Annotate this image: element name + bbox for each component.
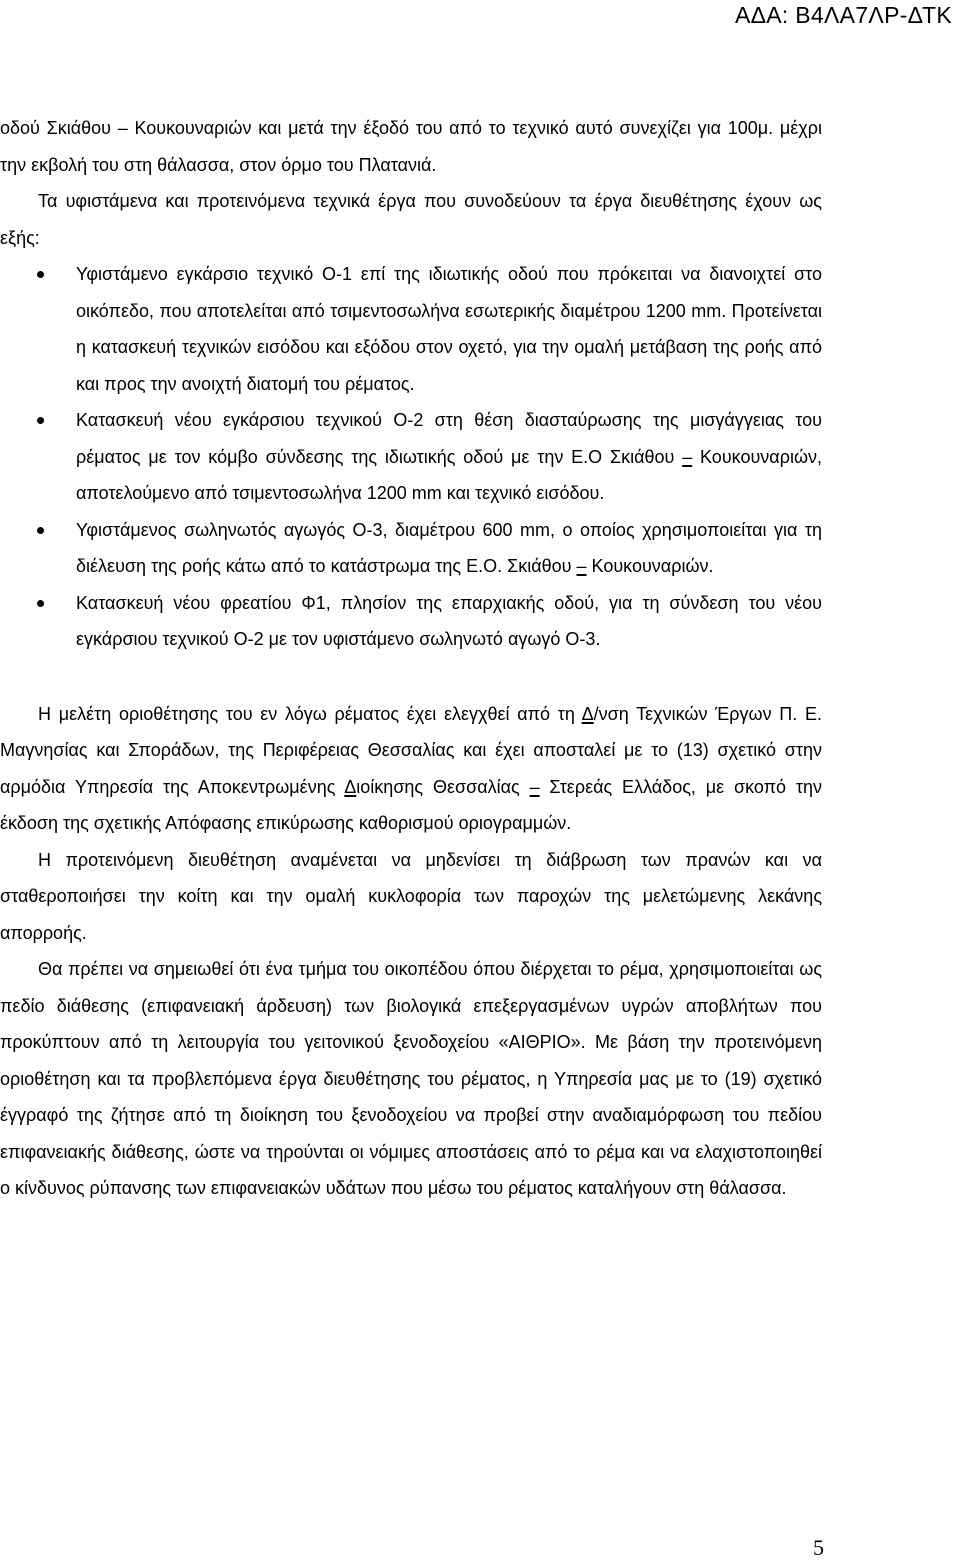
underlined-letter: Δ (581, 703, 594, 724)
paragraph-disposal-note: Θα πρέπει να σημειωθεί ότι ένα τμήμα του οικοπέδου όπου διέρχεται το ρέμα, χρησιμοποιείται ως πεδίο διάθεσης (επιφανειακή άρδευση) των βιολογικά επεξεργασμένων υγρών αποβλήτων που προκύπτουν από τη λειτουργία του γειτονικού ξενοδοχείου «ΑΙΘΡΙΟ». Με βάση την προτεινόμενη οριοθέτηση και τα προβλεπόμενα έργα διευθέτησης του ρέματος, η Υπηρεσία μας με το (19) σχετικό έγγραφό της ζήτησε από τη διοίκηση του ξενοδοχείου να προβεί στην αναδιαμόρφωση του πεδίου επιφανειακής διάθεσης, ώστε να τηρούνται οι νόμιμες αποστάσεις από το ρέμα και να ελαχιστοποιηθεί ο κίνδυνος ρύπανσης των επιφανειακών υδάτων που μέσω του ρέματος καταλήγουν στη θάλασσα. (0, 959, 822, 1198)
document-code-header: ΑΔΑ: Β4ΛΑ7ΛΡ-ΔΤΚ (734, 2, 952, 28)
list-item-text: Υφιστάμενος σωληνωτός αγωγός Ο-3, διαμέτρου 600 mm, ο οποίος χρησιμοποιείται για τη διέλευση της ροής κάτω από το κατάστρωμα της Ε.Ο. Σκιάθου (76, 519, 822, 576)
document-body (0, 110, 822, 1207)
underlined-dash: – (576, 556, 587, 576)
page-number: 5 (813, 1535, 824, 1560)
paragraph-gap (0, 658, 822, 696)
list-item-text: Κατασκευή νέου φρεατίου Φ1, πλησίον της επαρχιακής οδού, για τη σύνδεση του νέου εγκάρσιου τεχνικού Ο-2 με τον υφιστάμενο σωληνωτό αγωγό Ο-3. (76, 592, 822, 649)
list-item-text: Κατασκευή νέου εγκάρσιου τεχνικού Ο-2 στη θέση διασταύρωσης της μισγάγγειας του ρέματος με τον κόμβο σύνδεσης της ιδιωτικής οδού με την Ε.Ο Σκιάθου (76, 410, 822, 467)
list-item-o1 (0, 256, 822, 402)
underlined-letter: Δ (344, 776, 357, 797)
bullet-dot-icon (37, 600, 44, 607)
list-item-text: Κουκουναριών, αποτελούμενο από τσιμεντοσωλήνα 1200 mm και τεχνικό εισόδου. (76, 446, 822, 503)
list-item-text: Κουκουναριών. (586, 556, 714, 576)
paragraph-works-intro: Τα υφιστάμενα και προτεινόμενα τεχνικά έργα που συνοδεύουν τα έργα διευθέτησης έχουν ως εξής: (0, 191, 822, 248)
bullet-dot-icon (37, 417, 44, 424)
list-item-text: Υφιστάμενο εγκάρσιο τεχνικό Ο-1 επί της ιδιωτικής οδού που πρόκειται να διανοιχτεί στο οικόπεδο, που αποτελείται από τσιμεντοσωλήνα εσωτερικής διαμέτρου 1200 mm. Προτείνεται η κατασκευή τεχνικών εισόδου και εξόδου στον οχετό, για την ομαλή μετάβαση της ροής από και προς την ανοιχτή διατομή του ρέματος. (76, 264, 822, 394)
bullet-dot-icon (37, 527, 44, 534)
works-list (0, 256, 822, 658)
underlined-dash: – (682, 446, 693, 467)
list-item-o2 (0, 402, 822, 512)
list-item-o3 (0, 512, 822, 585)
underlined-dash: – (529, 776, 540, 797)
bullet-dot-icon (37, 271, 44, 278)
list-item-f1 (0, 585, 822, 658)
paragraph-erosion: Η προτεινόμενη διευθέτηση αναμένεται να μηδενίσει τη διάβρωση των πρανών και να σταθεροποιήσει την κοίτη και την ομαλή κυκλοφορία των παροχών της μελετώμενης λεκάνης απορροής. (0, 849, 822, 943)
paragraph-continuation: οδού Σκιάθου – Κουκουναριών και μετά την έξοδό του από το τεχνικό αυτό συνεχίζει για 100μ. μέχρι την εκβολή του στη θάλασσα, στον όρμο του Πλατανιά. (0, 118, 822, 175)
paragraph-study-approval: Η μελέτη οριοθέτησης του εν λόγω ρέματος έχει ελεγχθεί από τη Δ/νση Τεχνικών Έργων Π. Ε. Μαγνησίας και Σποράδων, της Περιφέρειας Θεσσαλίας και έχει αποσταλεί με το (13) σχετικό στην αρμόδια Υπηρεσία της Αποκεντρωμένης Διοίκησης Θεσσαλίας – Στερεάς Ελλάδος, με σκοπό την έκδοση της σχετικής Απόφασης επικύρωσης καθορισμού οριογραμμών. (0, 703, 823, 833)
